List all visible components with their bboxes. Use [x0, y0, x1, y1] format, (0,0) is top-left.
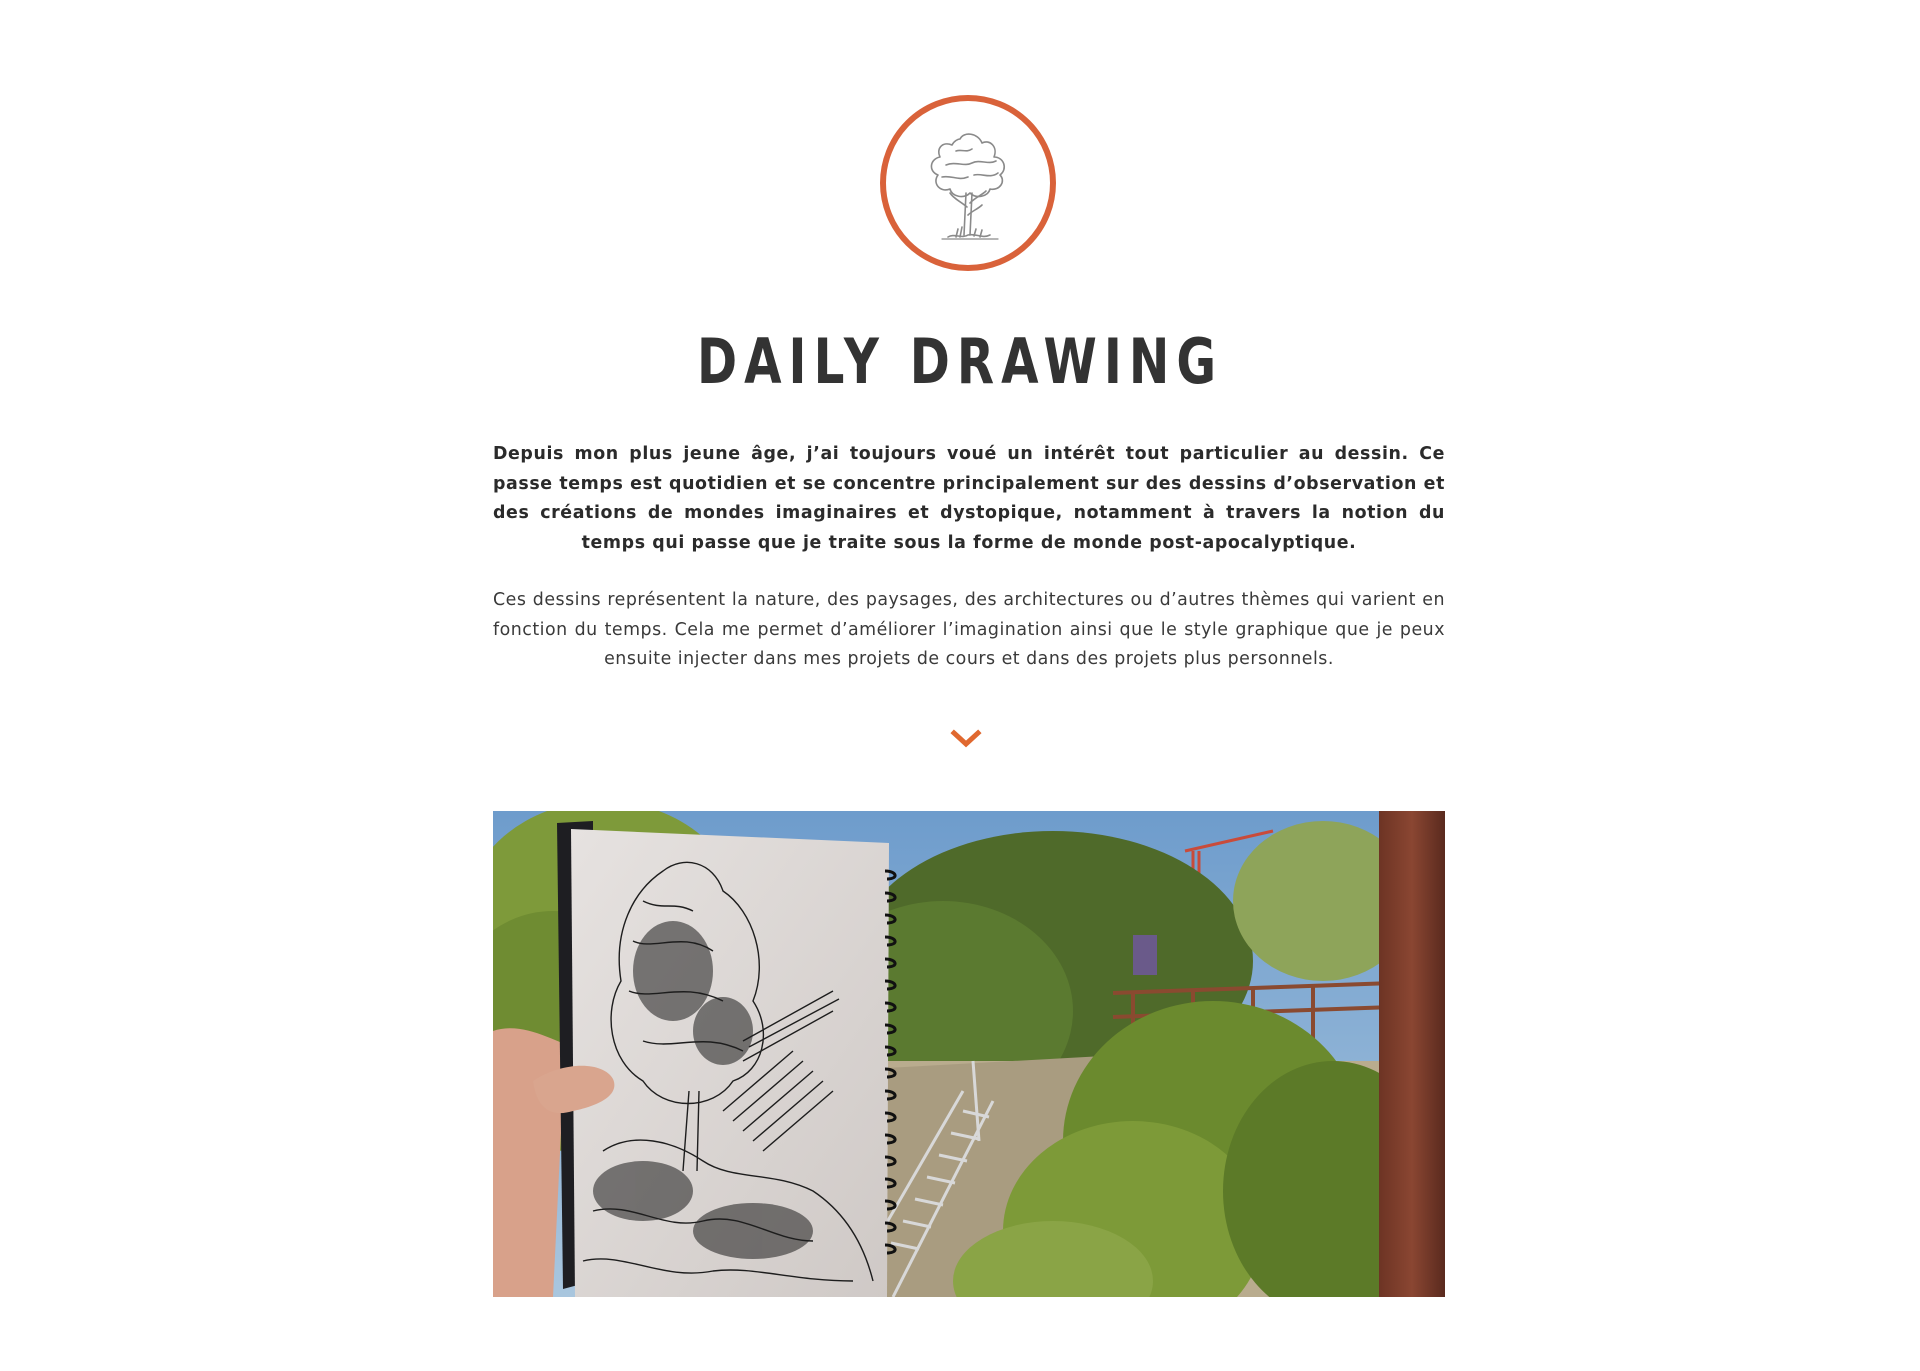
sketchbook-photo	[493, 811, 1445, 1297]
page-title: DAILY DRAWING	[696, 325, 1224, 398]
description-paragraph: Ces dessins représentent la nature, des paysages, des architectures ou d’autres thèmes qui varient en fonction du temps. Cela me permet d’améliorer l’imagination ainsi que le style graphique que je peux ensuite injecter dans mes projets de cours et dans des projets plus personnels.	[493, 590, 1445, 669]
chevron-down-icon	[950, 728, 982, 750]
photo-illustration	[493, 811, 1445, 1297]
scroll-down-button[interactable]	[950, 728, 982, 750]
intro-paragraph: Depuis mon plus jeune âge, j’ai toujours voué un intérêt tout particulier au dessin. Ce passe temps est quotidien et se concentre principalement sur des dessins d’observation et des créations de mondes imaginaires et dystopique, notamment à travers la notion du temps qui passe que je traite sous la forme de monde post-apocalyptique.	[493, 444, 1445, 553]
emblem	[880, 95, 1056, 271]
tree-icon	[912, 115, 1024, 251]
